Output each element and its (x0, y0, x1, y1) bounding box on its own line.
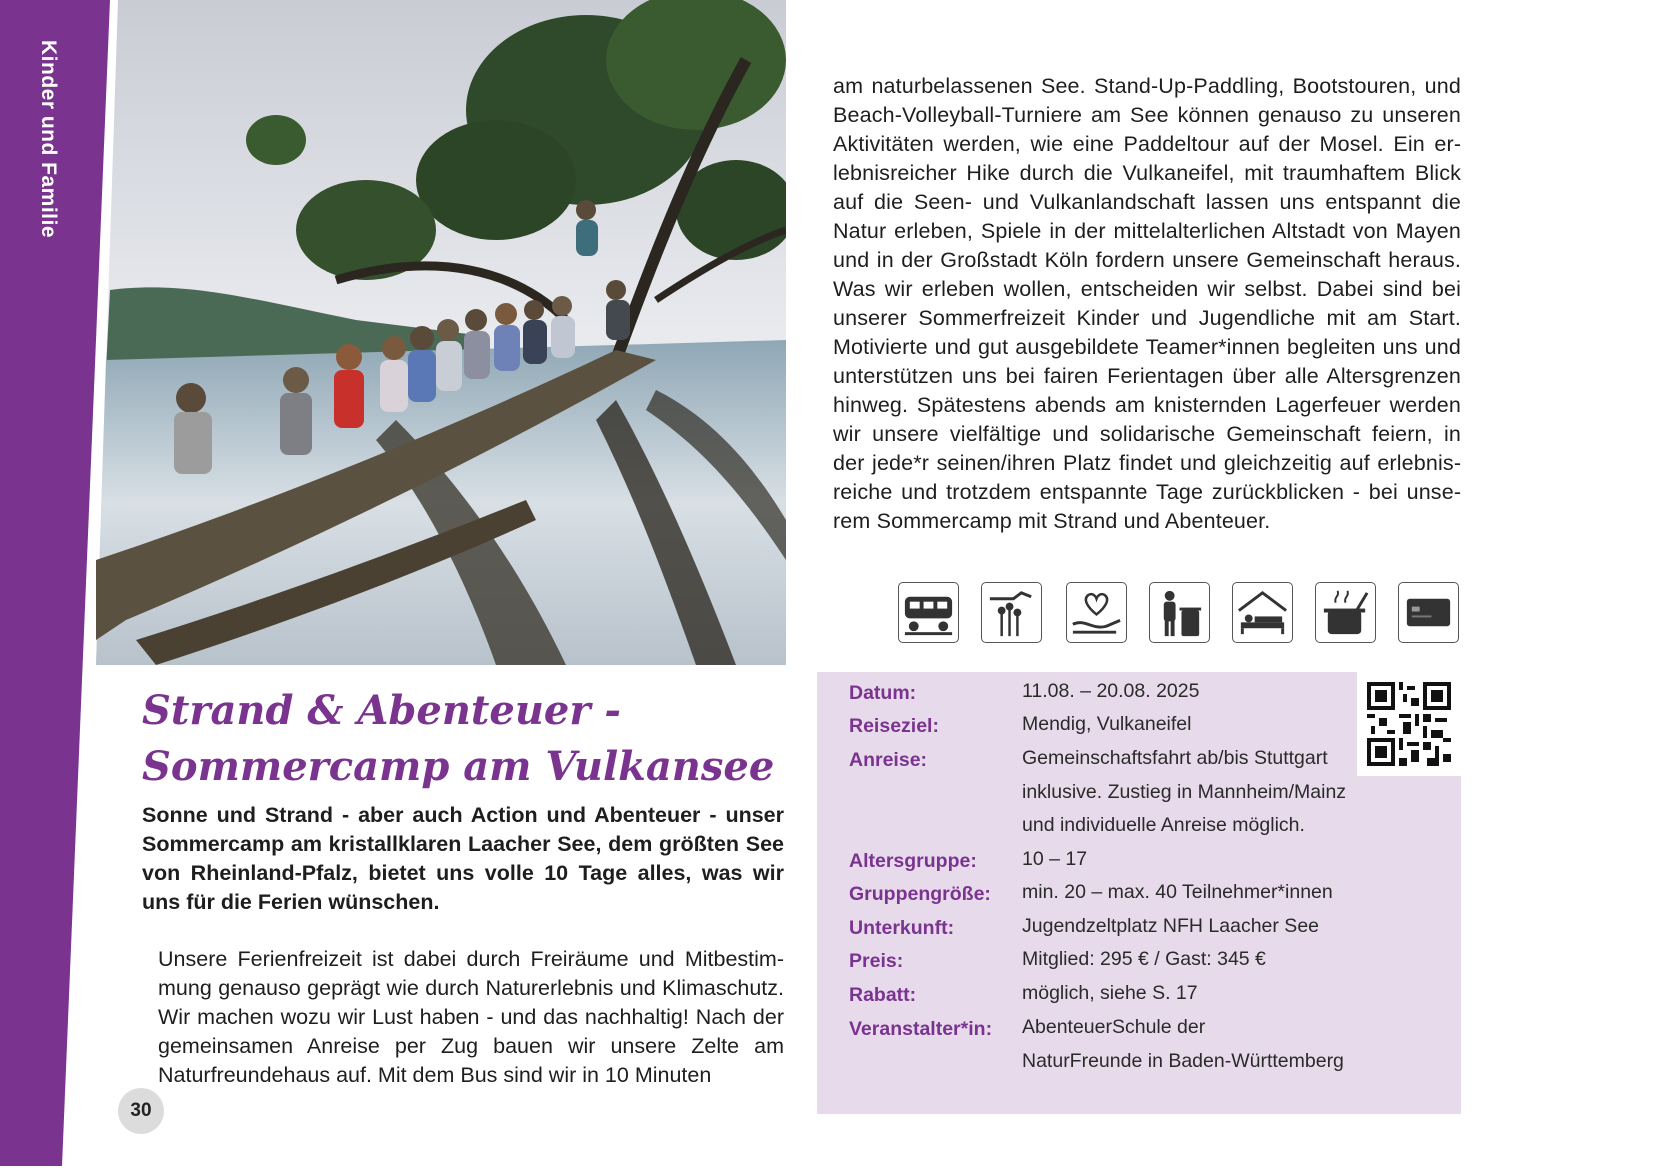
tent-bed-icon (1232, 582, 1293, 643)
info-value: Mendig, Vulkaneifel (1022, 713, 1192, 735)
info-value-line: und individuelle Anreise möglich. (1022, 814, 1305, 836)
body-text-continued: am naturbelassenen See. Stand-Up-Paddling, Bootstouren, und Beach-Volleyball-Turniere am See können genauso zu unseren Aktivitäten werden, wie eine Paddeltour auf der Mosel. Ein erlebnisreicher Hike durch die Vulkaneifel, mit traumhaftem Blick auf die Seen- und Vulkanlandschaft lassen uns entspannt die Natur erleben, Spiele in der mittelalterlichen Altstadt von Mayen und in der Großstadt Köln fordern unsere Gemeinschaft heraus. Was wir erleben wollen, entscheiden wir selbst. Dabei sind bei unserer Sommerfreizeit Kinder und Jugendliche mit am Start. Motivierte und gut ausgebildete Teamer*innen begleiten uns und unterstützen uns bei fairen Ferientagen über alle Altersgrenzen hinweg. Spätestens abends am knisternden Lagerfeuer werden wir unsere vielfältige und solidarische Gemeinschaft feiern, in der jede*r seinen/ihren Platz findet und gleichzeitig auf erlebnisreiche und trotzdem entspannte Tage zurückblicken - bei unserem Sommercamp mit Strand und Abenteuer. (833, 74, 1461, 533)
info-label: Rabatt: (849, 984, 917, 1006)
info-label: Altersgruppe: (849, 850, 977, 872)
section-label: Kinder und Familie (37, 40, 60, 239)
info-value: 10 – 17 (1022, 848, 1088, 870)
lead-paragraph: Sonne und Strand - aber auch Action und Abenteuer - unser Sommercamp am kristallklaren Laacher See, dem größten See von Rheinland-Pfalz, bietet uns volle 10 Tage alles, was wir uns für die Ferien wünschen. (142, 803, 784, 914)
info-label: Veranstalter*in: (849, 1018, 993, 1040)
info-value-line: inklusive. Zustieg in Mannheim/Mainz (1022, 780, 1347, 803)
info-value: Mitglied: 295 € / Gast: 345 € (1022, 948, 1266, 970)
info-value: min. 20 – max. 40 Teilnehmer*innen (1022, 881, 1333, 903)
info-value (1022, 1011, 1372, 1078)
info-label: Anreise: (849, 749, 928, 771)
plant-hand-icon (981, 582, 1042, 643)
info-label: Datum: (849, 682, 917, 704)
info-label: Gruppengröße: (849, 883, 991, 905)
train-bus-icon (898, 582, 959, 643)
body-paragraph: Unsere Ferienfreizeit ist dabei durch Freiräume und Mitbestimmung genauso geprägt wie durch Naturerlebnis und Klimaschutz. Wir machen wozu wir Lust haben - und das nachhaltig! Nach der gemeinsamen Anreise per Zug bauen wir unsere Zelte am Naturfreundehaus auf. Mit dem Bus sind wir in 10 Minuten (158, 947, 784, 1087)
info-label: Preis: (849, 950, 904, 972)
card-icon (1398, 582, 1459, 643)
qr-code[interactable] (1357, 672, 1461, 776)
info-value-line: NaturFreunde in Baden-Württemberg (1022, 1049, 1344, 1072)
title-line-2: Sommercamp am Vulkansee (142, 743, 775, 790)
info-value-line: AbenteuerSchule der (1022, 1016, 1206, 1038)
title-line-1: Strand & Abenteuer - (142, 687, 621, 734)
page-number: 30 (118, 1088, 164, 1134)
feature-icons (898, 582, 1458, 646)
waste-bin-icon (1149, 582, 1210, 643)
info-label: Reiseziel: (849, 715, 939, 737)
cooking-pot-icon (1315, 582, 1376, 643)
heart-hand-icon (1066, 582, 1127, 643)
camp-photo (96, 0, 786, 665)
info-value (1022, 742, 1372, 843)
page-title (142, 683, 782, 795)
info-label: Unterkunft: (849, 917, 955, 939)
info-value: möglich, siehe S. 17 (1022, 982, 1198, 1004)
info-value: Jugendzeltplatz NFH Laacher See (1022, 915, 1320, 937)
info-value-line: Gemeinschaftsfahrt ab/bis Stuttgart (1022, 747, 1328, 769)
info-value: 11.08. – 20.08. 2025 (1022, 680, 1200, 702)
